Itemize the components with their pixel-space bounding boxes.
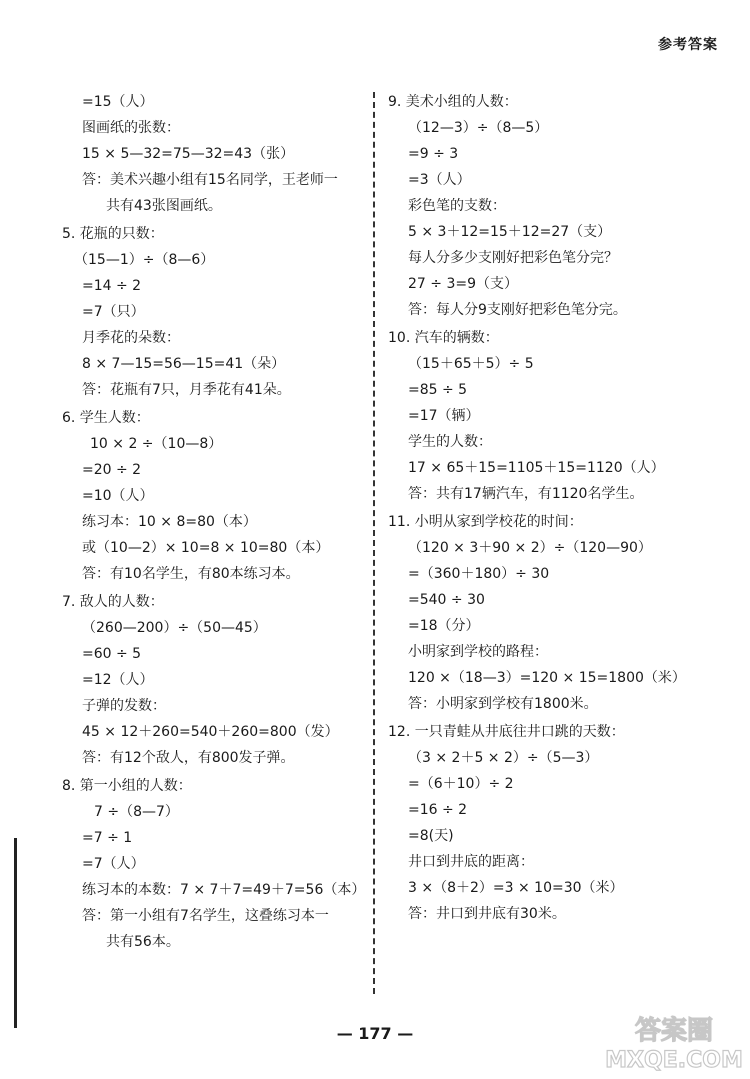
- right-line-32: 答：井口到井底有30米。: [408, 906, 566, 922]
- right-line-28: =16 ÷ 2: [408, 802, 468, 818]
- left-line-15: =20 ÷ 2: [82, 462, 142, 478]
- right-line-4: =3（人）: [408, 172, 471, 188]
- left-line-29: =7 ÷ 1: [82, 830, 133, 846]
- left-line-32: 答：第一小组有7名学生，这叠练习本一: [82, 908, 329, 924]
- right-line-31: 3 ×（8＋2）=3 × 10=30（米）: [408, 880, 624, 896]
- left-line-3: 15 × 5—32=75—32=43（张）: [82, 146, 295, 162]
- left-line-25: 45 × 12＋260=540＋260=800（发）: [82, 724, 339, 740]
- right-line-18: （120 × 3＋90 × 2）÷（120—90）: [408, 540, 652, 556]
- left-line-11: 8 × 7—15=56—15=41（朵）: [82, 356, 286, 372]
- right-line-5: 彩色笔的支数：: [408, 198, 506, 214]
- page-number: — 177 —: [336, 1024, 414, 1043]
- column-divider: [373, 92, 375, 994]
- left-line-9: =7（只）: [82, 304, 145, 320]
- left-line-19: 答：有10名学生，有80本练习本。: [82, 566, 300, 582]
- left-line-7: （15—1）÷（8—6）: [74, 252, 215, 268]
- right-line-11: （15＋65＋5）÷ 5: [408, 356, 534, 372]
- left-line-28: 7 ÷（8—7）: [94, 804, 179, 820]
- left-line-31: 练习本的本数：7 × 7＋7=49＋7=56（本）: [82, 882, 366, 898]
- right-line-17: 11. 小明从家到学校花的时间：: [388, 514, 583, 530]
- left-line-2: 图画纸的张数：: [82, 120, 180, 136]
- binding-edge-bar: [14, 838, 17, 1028]
- left-line-21: （260—200）÷（50—45）: [82, 620, 267, 636]
- left-line-27: 8. 第一小组的人数：: [62, 778, 192, 794]
- right-line-26: （3 × 2＋5 × 2）÷（5—3）: [408, 750, 599, 766]
- page-header-title: 参考答案: [658, 37, 718, 53]
- left-line-18: 或（10—2）× 10=8 × 10=80（本）: [82, 540, 330, 556]
- watermark-text-2: MXQE.COM: [605, 1048, 743, 1073]
- left-line-8: =14 ÷ 2: [82, 278, 142, 294]
- left-line-6: 5. 花瓶的只数：: [62, 226, 164, 242]
- left-line-24: 子弹的发数：: [82, 698, 166, 714]
- left-line-17: 练习本：10 × 8=80（本）: [82, 514, 257, 530]
- left-line-22: =60 ÷ 5: [82, 646, 142, 662]
- right-line-29: =8(天): [408, 828, 454, 844]
- left-line-4: 答：美术兴趣小组有15名同学，王老师一: [82, 172, 338, 188]
- left-line-5: 共有43张图画纸。: [106, 198, 222, 214]
- right-line-9: 答：每人分9支刚好把彩色笔分完。: [408, 302, 627, 318]
- left-line-14: 10 × 2 ÷（10—8）: [90, 436, 223, 452]
- left-line-30: =7（人）: [82, 856, 145, 872]
- right-line-15: 17 × 65＋15=1105＋15=1120（人）: [408, 460, 665, 476]
- right-line-25: 12. 一只青蛙从井底往井口跳的天数：: [388, 724, 625, 740]
- right-line-7: 每人分多少支刚好把彩色笔分完？: [408, 250, 618, 266]
- left-line-1: =15（人）: [82, 94, 154, 110]
- right-line-2: （12—3）÷（8—5）: [408, 120, 549, 136]
- right-line-3: =9 ÷ 3: [408, 146, 459, 162]
- right-line-21: =18（分）: [408, 618, 480, 634]
- left-line-16: =10（人）: [82, 488, 154, 504]
- watermark-text-1: 答案圈: [634, 1016, 714, 1046]
- right-line-10: 10. 汽车的辆数：: [388, 330, 499, 346]
- right-line-14: 学生的人数：: [408, 434, 492, 450]
- right-line-13: =17（辆）: [408, 408, 480, 424]
- right-line-27: =（6＋10）÷ 2: [408, 776, 514, 792]
- left-line-10: 月季花的朵数：: [82, 330, 180, 346]
- right-line-8: 27 ÷ 3=9（支）: [408, 276, 518, 292]
- left-line-26: 答：有12个敌人，有800发子弹。: [82, 750, 295, 766]
- right-line-20: =540 ÷ 30: [408, 592, 485, 608]
- right-line-16: 答：共有17辆汽车，有1120名学生。: [408, 486, 644, 502]
- right-line-6: 5 × 3＋12=15＋12=27（支）: [408, 224, 612, 240]
- left-line-20: 7. 敌人的人数：: [62, 594, 164, 610]
- left-line-23: =12（人）: [82, 672, 154, 688]
- right-line-22: 小明家到学校的路程：: [408, 644, 548, 660]
- watermark-logo: [604, 1009, 744, 1075]
- right-line-19: =（360＋180）÷ 30: [408, 566, 550, 582]
- right-line-12: =85 ÷ 5: [408, 382, 468, 398]
- right-line-1: 9. 美术小组的人数：: [388, 94, 518, 110]
- left-line-12: 答：花瓶有7只，月季花有41朵。: [82, 382, 291, 398]
- right-line-23: 120 ×（18—3）=120 × 15=1800（米）: [408, 670, 686, 686]
- right-line-24: 答：小明家到学校有1800米。: [408, 696, 598, 712]
- left-line-13: 6. 学生人数：: [62, 410, 150, 426]
- right-line-30: 井口到井底的距离：: [408, 854, 534, 870]
- left-line-33: 共有56本。: [106, 934, 180, 950]
